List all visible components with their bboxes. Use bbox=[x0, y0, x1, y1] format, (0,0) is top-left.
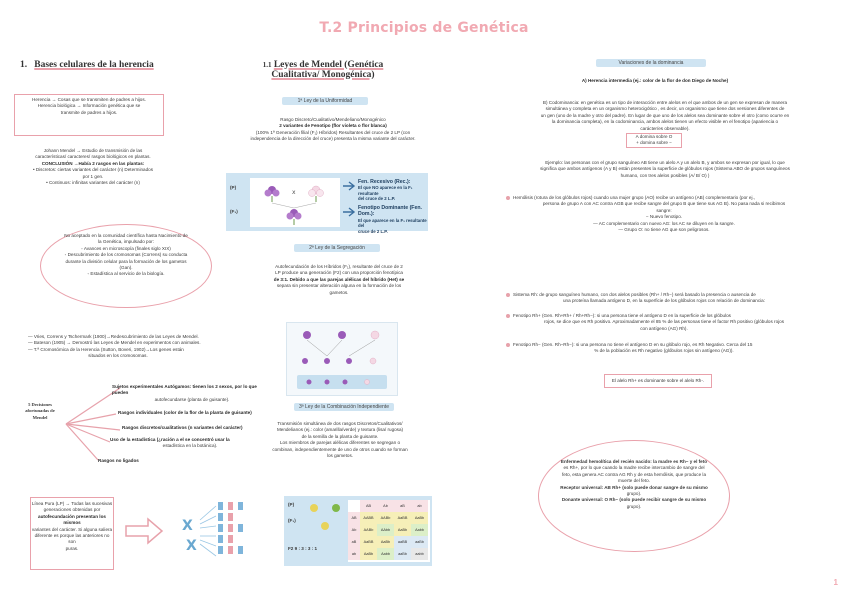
law2-pill: 2ª Ley de la Segregación bbox=[294, 244, 380, 252]
text-line: Fenotipo Rh+ (Gen. Rh+Rh+ / Rh+Rh−): si una persona tiene el antígeno D en la superficie de los glóbulos bbox=[506, 313, 822, 319]
list-item: — T.ª Cromosómica de la Herencia (Sutton, Boveri, 1902)→Los genes están bbox=[28, 346, 184, 352]
box-line: Herencia biológica → Información genética que se bbox=[37, 103, 141, 109]
flower-white-icon bbox=[309, 186, 324, 202]
text-line: humano, con tres alelos posibles (A/ B/ O) ) bbox=[620, 172, 710, 178]
section-title: Bases celulares de la herencia bbox=[34, 60, 154, 70]
abo-example bbox=[510, 160, 820, 179]
text-line: Línea Pura (LP) → Todas las sucesivas bbox=[31, 501, 113, 506]
section-title: Cualitativa/ Monogénica) bbox=[271, 70, 375, 80]
text-line: Johann Mendel → Estudio de transmisión de las bbox=[43, 148, 143, 153]
f1-label: (F₁) bbox=[288, 518, 296, 523]
law2-text bbox=[250, 264, 428, 296]
text-line: − Nuevo fenotipo. bbox=[645, 214, 683, 220]
law1-text bbox=[228, 117, 438, 143]
arrow-right-icon bbox=[124, 516, 164, 546]
text-line: Hemólisis (rotura de los glóbulos rojos) cuando una mujer grupo (AO) recibe un antígeno (AB) complementario (por ej., bbox=[506, 195, 822, 201]
linea-pura-box bbox=[30, 497, 114, 570]
recessive-phenotype-def bbox=[358, 179, 430, 202]
grid-cell: AaBb bbox=[377, 536, 394, 548]
grid-row-header: Ab bbox=[348, 524, 360, 536]
rediscovery-list bbox=[28, 334, 258, 360]
text-line: grupo). bbox=[626, 503, 642, 509]
text-line: CONCLUSIÓN →Había 2 rasgos en las plantas: bbox=[41, 160, 145, 166]
seed-icons bbox=[306, 500, 346, 540]
svg-text:X: X bbox=[186, 538, 197, 554]
text-line: la Genética, impulsado por: bbox=[98, 239, 154, 245]
arrow-right-icon bbox=[342, 207, 356, 217]
codominance-text bbox=[510, 100, 820, 132]
text-line: % de la población es Rh negativo (glóbulos rojos sin antígeno (AG)). bbox=[594, 348, 734, 354]
text-line: puras. bbox=[65, 545, 79, 551]
cross-sign: x bbox=[292, 189, 296, 196]
p-label: (P) bbox=[288, 502, 295, 507]
decision-item: Uso de la estadística (¿ración a el se concentró usar la estadística en la botánica). bbox=[110, 437, 230, 449]
law3-pill: 3ª Ley de la Combinación Independiente bbox=[294, 403, 394, 411]
label-line: afortunadas de bbox=[25, 408, 55, 414]
text-line: autofecundación presentan los mismos bbox=[38, 513, 106, 526]
law3-panel bbox=[284, 496, 432, 566]
list-item: situados en los cromosomas. bbox=[88, 353, 148, 359]
text-line: características/ caracteres/ rasgos biológicos en plantas. bbox=[35, 154, 151, 160]
grid-col-header: ab bbox=[411, 500, 428, 512]
text-line: separa sin presentar alteración alguna en la formación de los bbox=[276, 283, 402, 289]
text-line: Mendelianos (ej.: color (amarilla/verde) y textura (lisa/ rugosa) bbox=[276, 427, 404, 433]
grid-cell: Aabb bbox=[377, 548, 394, 560]
text-line: 2 variantes de Fenotipo (flor violeta o flor blanca) bbox=[279, 123, 387, 129]
text-line: ◦ Descubrimiento de los cromosomas (Correns) su conducta bbox=[64, 252, 188, 258]
text-line: sangre: bbox=[656, 207, 672, 213]
flower-cross-image bbox=[250, 178, 340, 227]
bullet-icon bbox=[506, 314, 510, 318]
segregation-diagram bbox=[286, 322, 398, 396]
dom-title: Fenotipo Dominante (Fen. Dom.): bbox=[358, 205, 422, 218]
law1-panel bbox=[226, 173, 428, 234]
rec-title: Fen. Recesivo (Rec.): bbox=[358, 179, 411, 185]
text-line: combinan, independientemente de uno de otros cuando se forman bbox=[272, 446, 408, 452]
grid-cell: AABb bbox=[377, 512, 394, 524]
grid-cell: AaBB bbox=[394, 512, 411, 524]
text-line: Enfermedad hemolítica del recién nacido: la madre es Rh− y el feto bbox=[560, 459, 708, 464]
dihybrid-punnett-grid bbox=[348, 500, 430, 562]
text-line: es Rh+, por lo que cuando la madre recibe intercambio de sangre del bbox=[563, 465, 705, 471]
allele-dominance-box bbox=[626, 133, 682, 148]
section-number: 1.1 bbox=[262, 61, 272, 69]
box-line: Herencia → Cosas que se transmiten de padres a hijos. bbox=[32, 97, 146, 102]
text-line: simultánea y completa en un organismo heterocigótico , es decir, un organismo que tiene dos versiones diferentes de bbox=[545, 106, 785, 112]
genetics-birth-oval bbox=[40, 224, 212, 308]
text-line: generaciones obtenidas por bbox=[43, 507, 101, 513]
mendel-study-text bbox=[18, 148, 168, 186]
grid-col-header: aB bbox=[394, 500, 411, 512]
text-line: la dominancia completa), en la codominancia, ambos alelos tienen un efecto visible en el fenotipo (apariencia o bbox=[551, 119, 779, 125]
flower-f1-icon bbox=[287, 209, 302, 225]
text-line: • Continuos: infinitas variantes del carácter (n) bbox=[46, 180, 140, 186]
rh-positive bbox=[506, 313, 822, 332]
flower-violet-icon bbox=[265, 186, 280, 202]
text-line: — AC complementario con nuevo AG: los AC se diluyen en la sangre. bbox=[593, 220, 735, 226]
text-line: LP produce una generación (F2) con una proporción fenotípica bbox=[275, 270, 403, 276]
rec-desc: El que NO aparece en la F₁ resultante bbox=[358, 185, 413, 196]
grid-cell: aaBB bbox=[394, 536, 411, 548]
text-line: + domina sobre − bbox=[636, 140, 672, 145]
section-heading-leyes bbox=[258, 60, 388, 80]
text-line: No aceptado en la comunidad científica hasta Nacimiento de bbox=[64, 233, 188, 238]
f1-label: (F₁) bbox=[230, 209, 238, 214]
decision-item: Rasgos discretos/cualitativos (n variantes del carácter) bbox=[122, 425, 243, 430]
rh-system bbox=[506, 292, 822, 305]
rec-desc: del cruce de 2 L.P. bbox=[358, 196, 396, 202]
grid-row-header: ab bbox=[348, 548, 360, 560]
hemolysis-block bbox=[506, 195, 822, 233]
text-line: durante la división celular para la formación de los gametos bbox=[65, 258, 187, 264]
text-line: (100% 1ª Generación filial (F₁) Híbridos) Resultantes del cruce de 2 LP (con bbox=[255, 129, 411, 135]
text-line: ◦ Estadística al servicio de la biología. bbox=[87, 271, 165, 277]
text-line: una proteína llamada antígeno D, en la superficie de los glóbulos rojos con relación de dominancia: bbox=[563, 298, 765, 304]
section-number: 1. bbox=[20, 60, 28, 70]
text-line: ◦ Avances en microscopía (finales siglo XIX) bbox=[81, 245, 171, 251]
text-line: variantes del carácter. Si alguna saliera bbox=[31, 526, 113, 532]
text-line: gametos. bbox=[329, 289, 349, 295]
text-line: un gen (uno de la madre y otro del padre). En lugar de que uno de los alelos sea dominante sobre el otro (como ocurre en bbox=[540, 112, 790, 118]
grid-cell: AaBb bbox=[411, 512, 428, 524]
text-line: • Discretos: ciertas variantes del carácter (n) Determinados bbox=[32, 167, 154, 173]
hemolytic-disease-oval bbox=[538, 440, 730, 552]
text-line: Transmisión simultánea de dos rasgos Discretos/Cualitativos/ bbox=[277, 421, 403, 426]
text-line: persona de grupo A con AC contra AGB que recibe sangre del grupo B que tiene sus AG B). No pasa nada si recibimos bbox=[542, 201, 786, 207]
dom-desc: El que aparece en la F₁ resultante del bbox=[358, 217, 427, 229]
rh-negative bbox=[506, 342, 822, 355]
text-line: (Gan). bbox=[119, 265, 133, 271]
text-line: feto, esta genera AC contra AG Rh y de esta hemólisis, que produce la bbox=[561, 471, 707, 477]
text-line: — Grupo O: no tiene AG que son peligrosos. bbox=[618, 227, 710, 233]
text-line: Fenotipo Rh− (Gen. Rh−Rh−): si una persona no tiene el antígeno D en su glóbulo rojo, es Rh Negativo. Cerca del 15 bbox=[506, 342, 822, 348]
grid-cell: AaBb bbox=[360, 548, 377, 560]
herencia-definition-box bbox=[14, 94, 164, 136]
text-line: por 1 gen. bbox=[82, 173, 104, 179]
text-line: Rasgo Discreto/Cualitativo/Mendeliano/Monogénico bbox=[280, 117, 386, 122]
decisions-label bbox=[14, 402, 66, 421]
law3-text bbox=[248, 421, 432, 459]
text-line: Receptor universal: AB Rh+ (solo puede donar sangre de su mismo bbox=[560, 484, 708, 490]
text-line: A domina sobre O bbox=[635, 134, 673, 139]
text-line: Sistema Rh: de grupo sanguíneo humano, con dos alelos posibles (Rh+ / Rh−) será basado la presencia o ausencia de bbox=[506, 292, 822, 298]
arrow-right-icon bbox=[342, 181, 356, 191]
text-line: grupo). bbox=[626, 491, 642, 497]
dominance-variations-pill: Variaciones de la dominancia bbox=[596, 59, 706, 67]
section-heading-bases bbox=[20, 60, 154, 70]
text-line: con antígeno (AG) Rh). bbox=[640, 325, 688, 331]
dominant-phenotype-def bbox=[358, 205, 430, 234]
chromosome-illustration bbox=[176, 500, 258, 562]
text-line: Ejemplo: las personas con el grupo sanguíneo AB tiene un alelo A y un alelo B, y ambos se expresan por igual, lo que bbox=[545, 160, 785, 165]
grid-cell: Aabb bbox=[411, 524, 428, 536]
dom-desc: cruce de 2 L.P. bbox=[358, 228, 388, 234]
rh-dominance-box: El alelo Rh+ es dominante sobre el alelo Rh-. bbox=[604, 374, 712, 388]
text-line: significa que ambos antígenos (A y B) están presentes la superficie de glóbulos rojos (Sistema ABO de grupos sanguíneos bbox=[540, 166, 790, 172]
decision-item: Rasgos individuales (color de la flor de la planta de guisante) bbox=[118, 410, 252, 415]
page-title: T.2 Principios de Genética bbox=[319, 20, 529, 36]
text-line: muerte del feto. bbox=[618, 478, 650, 484]
label-line: 5 Decisiones bbox=[28, 402, 52, 407]
text-line: de 3:1. Debido a que las parejas alélicas del híbrido (Het) se bbox=[273, 276, 405, 282]
grid-cell: AABB bbox=[360, 512, 377, 524]
intermediate-inheritance: A) Herencia intermedia (ej.: color de la flor de don Diego de Noche) bbox=[581, 78, 729, 83]
text-line: independencia de la dirección del cruce) presenta la misma variante del carácter. bbox=[250, 136, 416, 142]
svg-text:X: X bbox=[182, 518, 193, 534]
grid-row-header: aB bbox=[348, 536, 360, 548]
f2-ratio: F2 9 : 3 : 3 : 1 bbox=[288, 546, 318, 551]
text-line: rojos, se dice que es Rh positivo. Aproximadamente el 85 % de las personas tiene el factor Rh positivo (glóbulos rojos bbox=[543, 319, 785, 325]
box-line: transmite de padres a hijos. bbox=[60, 109, 118, 115]
text-line: B) Codominancia: en genética es un tipo de interacción entre alelos en el que ambos de un gen se expresan de manera bbox=[542, 100, 788, 105]
decision-item: Sujetos experimentales Autógamos: tienen los 2 sexos, por lo que pueden autofecundarse (planta de guisante). bbox=[112, 384, 257, 402]
list-item: — Bateson (1905) → Demostró las Leyes de Mendel en experimentos con animales. bbox=[28, 340, 201, 346]
grid-cell: aaBb bbox=[411, 536, 428, 548]
decision-item: Rasgos no ligados bbox=[98, 458, 139, 463]
list-item: — Vries, Correns y Tschermark (1900)→Redescubrimiento de las Leyes de Mendel. bbox=[28, 334, 199, 339]
grid-cell: AAbb bbox=[377, 524, 394, 536]
grid-cell: AABb bbox=[360, 524, 377, 536]
label-line: Mendel bbox=[32, 414, 48, 420]
grid-cell: AaBB bbox=[360, 536, 377, 548]
grid-col-header: AB bbox=[360, 500, 377, 512]
p-label: (P) bbox=[230, 185, 237, 190]
text-line: los gametos. bbox=[326, 453, 354, 459]
grid-col-header: Ab bbox=[377, 500, 394, 512]
bullet-icon bbox=[506, 343, 510, 347]
text-line: Los miembros de parejas alélicas diferentes se segregan o bbox=[279, 440, 400, 446]
law1-pill: 1ª Ley de la Uniformidad bbox=[282, 97, 368, 105]
grid-row-header: AB bbox=[348, 512, 360, 524]
text-line: Autofecundación de los Híbridos (F₁), resultante del cruce de 2 bbox=[275, 264, 403, 269]
grid-cell: aabb bbox=[411, 548, 428, 560]
bullet-icon bbox=[506, 196, 510, 200]
grid-cell: aaBb bbox=[394, 548, 411, 560]
bullet-icon bbox=[506, 293, 510, 297]
grid-cell: AaBb bbox=[394, 524, 411, 536]
text-line: Donante universal: O Rh− (solo puede recibir sangre de su mismo bbox=[561, 497, 707, 503]
page-number: 1 bbox=[833, 578, 838, 587]
text-line: carácter/es observable). bbox=[640, 125, 690, 131]
text-line: de la semilla de la planta de guisante. bbox=[301, 433, 379, 439]
text-line: diferente es porque las anteriores no son bbox=[34, 533, 110, 545]
section-title: Leyes de Mendel (Genética bbox=[273, 60, 384, 70]
